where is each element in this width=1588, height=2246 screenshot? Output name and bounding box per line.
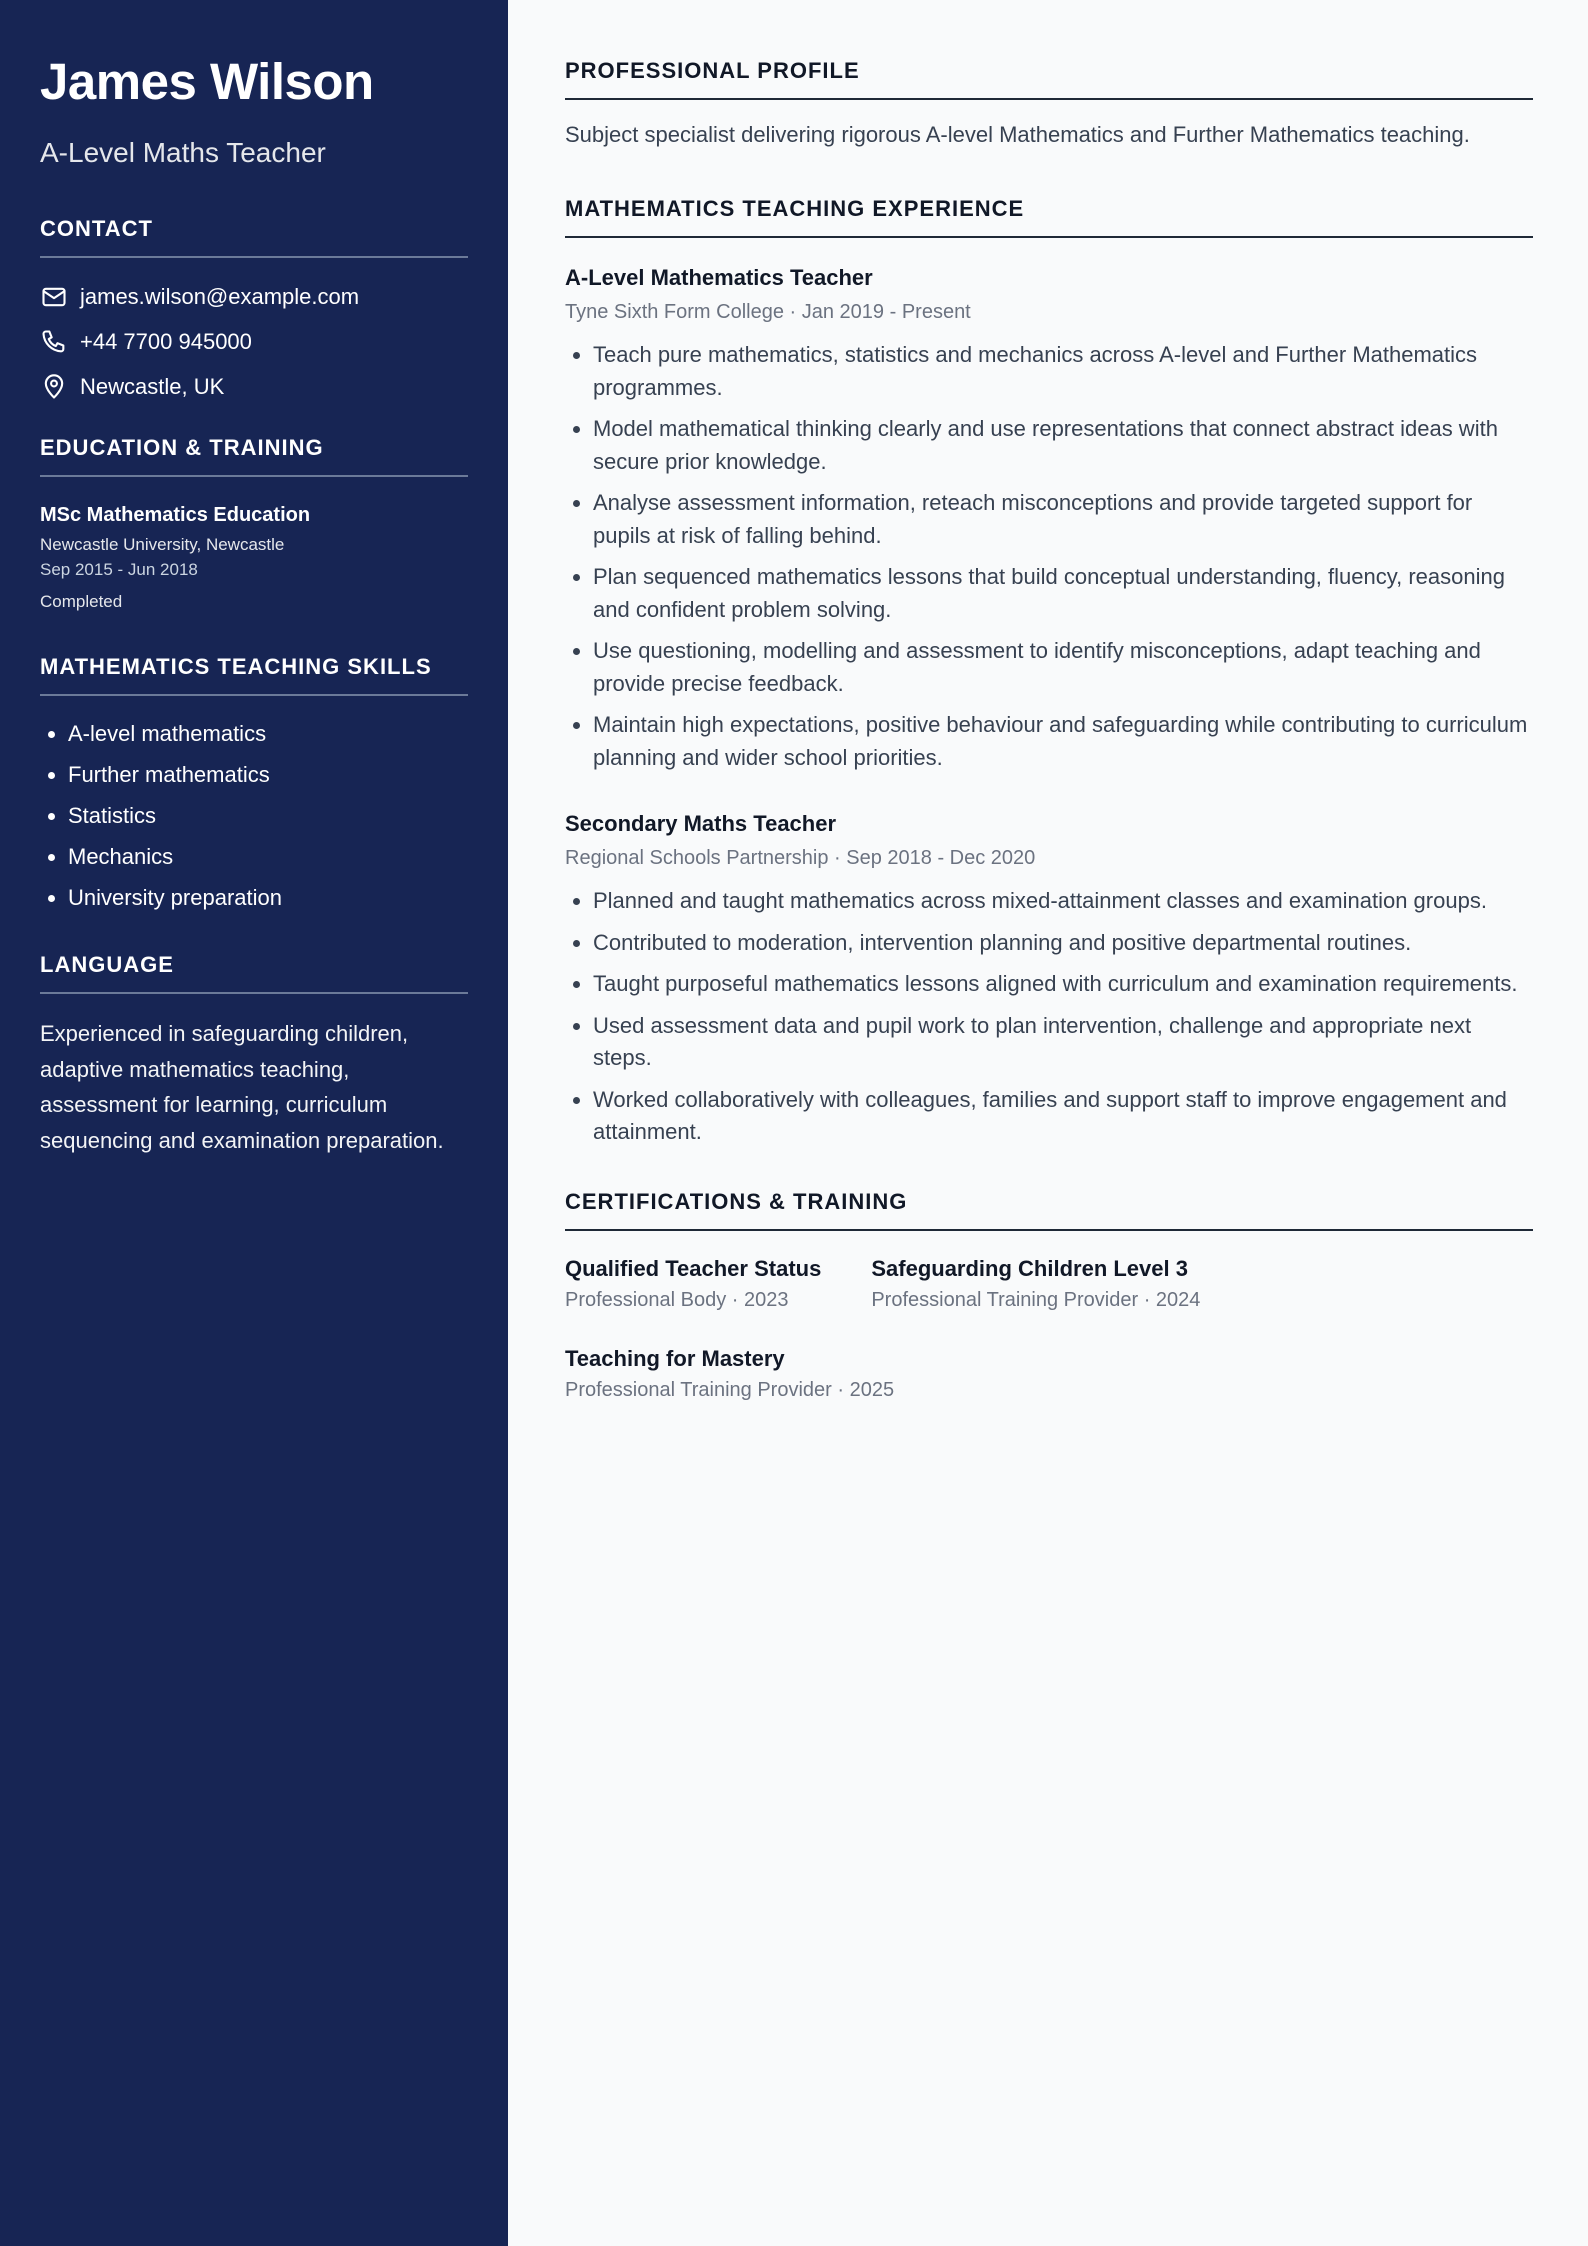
certification-name: Qualified Teacher Status	[565, 1255, 822, 1281]
skills-list	[40, 720, 468, 912]
sidebar	[0, 0, 508, 2246]
job-bullet: • Use questioning, modelling and assessment to identify misconceptions, adapt teaching and provide precise feedback.	[593, 635, 1533, 700]
skill-item: • Further mathematics	[68, 761, 468, 789]
experience-heading: MATHEMATICS TEACHING EXPERIENCE	[565, 196, 1533, 238]
certifications-heading: CERTIFICATIONS & TRAINING	[565, 1189, 1533, 1231]
skills-section	[40, 654, 468, 912]
skill-item: • A-level mathematics	[68, 720, 468, 748]
job-bullet: • Used assessment data and pupil work to plan intervention, challenge and appropriate next steps.	[593, 1010, 1533, 1075]
job-bullet: • Taught purposeful mathematics lessons aligned with curriculum and examination requirements.	[593, 968, 1533, 1001]
job-bullet: • Model mathematical thinking clearly and use representations that connect abstract ideas with secure prior knowledge.	[593, 413, 1533, 478]
job-entry-title: Secondary Maths Teacher	[565, 811, 837, 836]
contact-location	[40, 372, 468, 402]
certification-name: Teaching for Mastery	[565, 1345, 785, 1371]
job-bullet: • Maintain high expectations, positive behaviour and safeguarding while contributing to curriculum planning and wider school priorities.	[593, 709, 1533, 774]
job-bullet: • Worked collaboratively with colleagues, families and support staff to improve engagement and attainment.	[593, 1084, 1533, 1149]
education-heading: EDUCATION & TRAINING	[40, 435, 468, 477]
location-text: Newcastle, UK	[80, 374, 225, 399]
phone-icon	[40, 328, 68, 356]
job-entry-title: A-Level Mathematics Teacher	[565, 265, 873, 290]
job-bullet: • Plan sequenced mathematics lessons that build conceptual understanding, fluency, reasoning and confident problem solving.	[593, 561, 1533, 626]
job-entry-meta: Tyne Sixth Form College · Jan 2019 - Present	[565, 301, 971, 323]
language-heading: LANGUAGE	[40, 952, 468, 994]
experience-section	[565, 196, 1533, 1149]
job-entry	[565, 810, 1533, 1149]
certification-item	[565, 1255, 821, 1313]
certification-item	[871, 1255, 1200, 1313]
certification-meta: Professional Training Provider · 2025	[565, 1378, 895, 1401]
contact-heading: CONTACT	[40, 216, 468, 258]
job-bullet: • Contributed to moderation, intervention planning and positive departmental routines.	[593, 927, 1533, 960]
profile-text: Subject specialist delivering rigorous A-level Mathematics and Further Mathematics teaching.	[565, 122, 1470, 147]
education-section	[40, 435, 468, 612]
profile-heading: PROFESSIONAL PROFILE	[565, 58, 1533, 100]
mail-icon	[40, 283, 68, 311]
job-bullets	[565, 339, 1533, 774]
language-text: Experienced in safeguarding children, adaptive mathematics teaching, assessment for learning, curriculum sequencing and examination preparation.	[40, 1021, 444, 1153]
job-bullets	[565, 885, 1533, 1149]
job-entry	[565, 264, 1533, 774]
certifications-section	[565, 1189, 1533, 1435]
education-status: Completed	[40, 592, 123, 611]
certification-item	[565, 1345, 1483, 1403]
job-entry-meta: Regional Schools Partnership · Sep 2018 - Dec 2020	[565, 847, 1036, 869]
education-school: Newcastle University, Newcastle	[40, 535, 285, 554]
contact-phone[interactable]	[40, 327, 468, 357]
certification-meta: Professional Body · 2023	[565, 1288, 789, 1311]
job-bullet: • Analyse assessment information, reteach misconceptions and provide targeted support for pupils at risk of falling behind.	[593, 487, 1533, 552]
certification-name: Safeguarding Children Level 3	[871, 1255, 1188, 1281]
location-pin-icon	[40, 373, 68, 401]
job-bullet: • Teach pure mathematics, statistics and mechanics across A-level and Further Mathematics programmes.	[593, 339, 1533, 404]
certifications-grid	[565, 1255, 1533, 1435]
contact-list	[40, 282, 468, 402]
main-content	[565, 58, 1533, 1435]
certification-meta: Professional Training Provider · 2024	[871, 1288, 1201, 1311]
education-degree: MSc Mathematics Education	[40, 504, 311, 526]
skill-item: • Statistics	[68, 802, 468, 830]
skill-item: • Mechanics	[68, 843, 468, 871]
contact-section	[40, 216, 468, 402]
skill-item: • University preparation	[68, 884, 468, 912]
language-section	[40, 952, 468, 1158]
job-title: A-Level Maths Teacher	[40, 137, 326, 168]
job-bullet: • Planned and taught mathematics across mixed-attainment classes and examination groups.	[593, 885, 1533, 918]
phone-text: +44 7700 945000	[80, 329, 252, 354]
education-dates: Sep 2015 - Jun 2018	[40, 560, 198, 579]
skills-heading: MATHEMATICS TEACHING SKILLS	[40, 654, 468, 696]
email-text: james.wilson@example.com	[80, 284, 360, 309]
profile-section	[565, 58, 1533, 151]
candidate-name: James Wilson	[40, 53, 374, 110]
contact-email[interactable]	[40, 282, 468, 312]
